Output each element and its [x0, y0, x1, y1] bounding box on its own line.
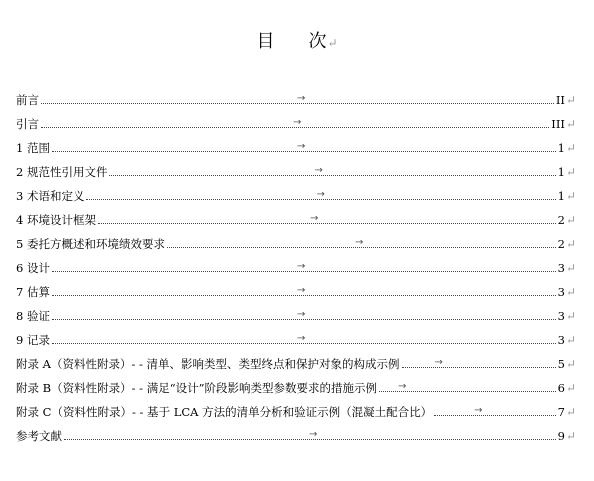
toc-entry-page: III↵ [551, 117, 576, 131]
dot-leader [52, 141, 556, 152]
toc-entry-2[interactable] [16, 160, 576, 184]
paragraph-mark-icon: ↵ [565, 381, 576, 395]
toc-entry-introduction[interactable] [16, 112, 576, 136]
dot-leader [64, 429, 556, 440]
dot-leader [379, 381, 556, 392]
dot-leader [52, 285, 556, 296]
toc-entry-page: 6↵ [557, 381, 576, 395]
paragraph-mark-icon: ↵ [565, 309, 576, 323]
tab-arrow-icon: → [314, 165, 323, 176]
toc-entry-page: 3↵ [557, 309, 576, 323]
toc-entry-label: 2 规范性引用文件 [16, 165, 108, 179]
toc-entry-7[interactable] [16, 280, 576, 304]
toc-entry-page: 3↵ [557, 333, 576, 347]
toc-entry-9[interactable] [16, 328, 576, 352]
toc-entry-label: 5 委托方概述和环境绩效要求 [16, 237, 165, 251]
toc-entry-appendix-c[interactable] [16, 400, 576, 424]
paragraph-mark-icon: ↵ [565, 117, 576, 131]
tab-arrow-icon: → [474, 405, 483, 416]
toc-title [0, 27, 594, 53]
toc-entry-label: 7 估算 [16, 285, 50, 299]
toc-entry-foreword[interactable] [16, 88, 576, 112]
toc-entry-page: 3↵ [557, 261, 576, 275]
dot-leader [52, 309, 556, 320]
dot-leader [86, 189, 555, 200]
toc-entry-label: 1 范围 [16, 141, 50, 155]
tab-arrow-icon: → [397, 381, 407, 392]
dot-leader [402, 357, 556, 368]
paragraph-mark-icon: ↵ [565, 429, 576, 443]
tab-arrow-icon: → [309, 429, 318, 440]
toc-entry-page: 3↵ [557, 285, 576, 299]
paragraph-mark-icon: ↵ [565, 237, 576, 251]
toc-entry-label: 3 术语和定义 [16, 189, 85, 203]
toc-entry-label: 附录 C（资料性附录）- - 基于 LCA 方法的清单分析和验证示例（混凝土配合比） [16, 405, 433, 419]
toc-entry-page: 7↵ [557, 405, 576, 419]
dot-leader [41, 93, 554, 104]
toc-entry-label: 8 验证 [16, 309, 50, 323]
toc-entry-page: 1↵ [557, 141, 576, 155]
toc-entry-page: 1↵ [557, 165, 576, 179]
toc-entry-label: 附录 A（资料性附录）- - 清单、影响类型、类型终点和保护对象的构成示例 [16, 357, 400, 371]
tab-arrow-icon: → [293, 117, 302, 128]
paragraph-mark-icon: ↵ [565, 189, 576, 203]
dot-leader [52, 333, 556, 344]
paragraph-mark-icon: ↵ [565, 357, 576, 371]
dot-leader [52, 261, 556, 272]
table-of-contents [16, 88, 576, 448]
tab-arrow-icon: → [296, 141, 306, 152]
toc-entry-label: 6 设计 [16, 261, 50, 275]
toc-entry-label: 前言 [16, 93, 39, 107]
paragraph-mark-icon: ↵ [565, 93, 576, 107]
paragraph-mark-icon: ↵ [565, 285, 576, 299]
paragraph-mark-icon: ↵ [565, 261, 576, 275]
tab-arrow-icon: → [354, 237, 364, 248]
paragraph-mark-icon: ↵ [565, 165, 576, 179]
toc-entry-1[interactable] [16, 136, 576, 160]
toc-entry-label: 引言 [16, 117, 39, 131]
toc-entry-4[interactable] [16, 208, 576, 232]
toc-entry-5[interactable] [16, 232, 576, 256]
dot-leader [167, 237, 556, 248]
tab-arrow-icon: → [296, 333, 306, 344]
toc-entry-page: 5↵ [557, 357, 576, 371]
paragraph-mark-icon: ↵ [565, 141, 576, 155]
tab-arrow-icon: → [296, 261, 306, 272]
tab-arrow-icon: → [316, 189, 325, 200]
toc-entry-3[interactable] [16, 184, 576, 208]
toc-entry-6[interactable] [16, 256, 576, 280]
toc-entry-8[interactable] [16, 304, 576, 328]
paragraph-mark-icon: ↵ [565, 213, 576, 227]
toc-entry-page: 9↵ [557, 429, 576, 443]
toc-title-right: 次 [308, 31, 327, 52]
toc-title-left: 目 [256, 31, 275, 52]
tab-arrow-icon: → [296, 309, 306, 320]
toc-entry-references[interactable] [16, 424, 576, 448]
paragraph-mark-icon: ↵ [327, 36, 338, 50]
dot-leader [98, 213, 556, 224]
toc-entry-page: 1↵ [557, 189, 576, 203]
tab-arrow-icon: → [297, 93, 306, 104]
toc-entry-page: 2↵ [557, 213, 576, 227]
toc-entry-label: 9 记录 [16, 333, 50, 347]
dot-leader [434, 405, 556, 416]
toc-entry-appendix-a[interactable] [16, 352, 576, 376]
dot-leader [41, 117, 549, 128]
toc-entry-label: 附录 B（资料性附录）- - 满足“设计”阶段影响类型参数要求的措施示例 [16, 381, 377, 395]
toc-entry-label: 参考文献 [16, 429, 62, 443]
tab-arrow-icon: → [296, 285, 306, 296]
paragraph-mark-icon: ↵ [565, 405, 576, 419]
toc-entry-appendix-b[interactable] [16, 376, 576, 400]
tab-arrow-icon: → [434, 357, 443, 368]
paragraph-mark-icon: ↵ [565, 333, 576, 347]
dot-leader [109, 165, 555, 176]
toc-entry-page: 2↵ [557, 237, 576, 251]
toc-entry-page: II↵ [555, 93, 576, 107]
toc-entry-label: 4 环境设计框架 [16, 213, 96, 227]
tab-arrow-icon: → [309, 213, 319, 224]
